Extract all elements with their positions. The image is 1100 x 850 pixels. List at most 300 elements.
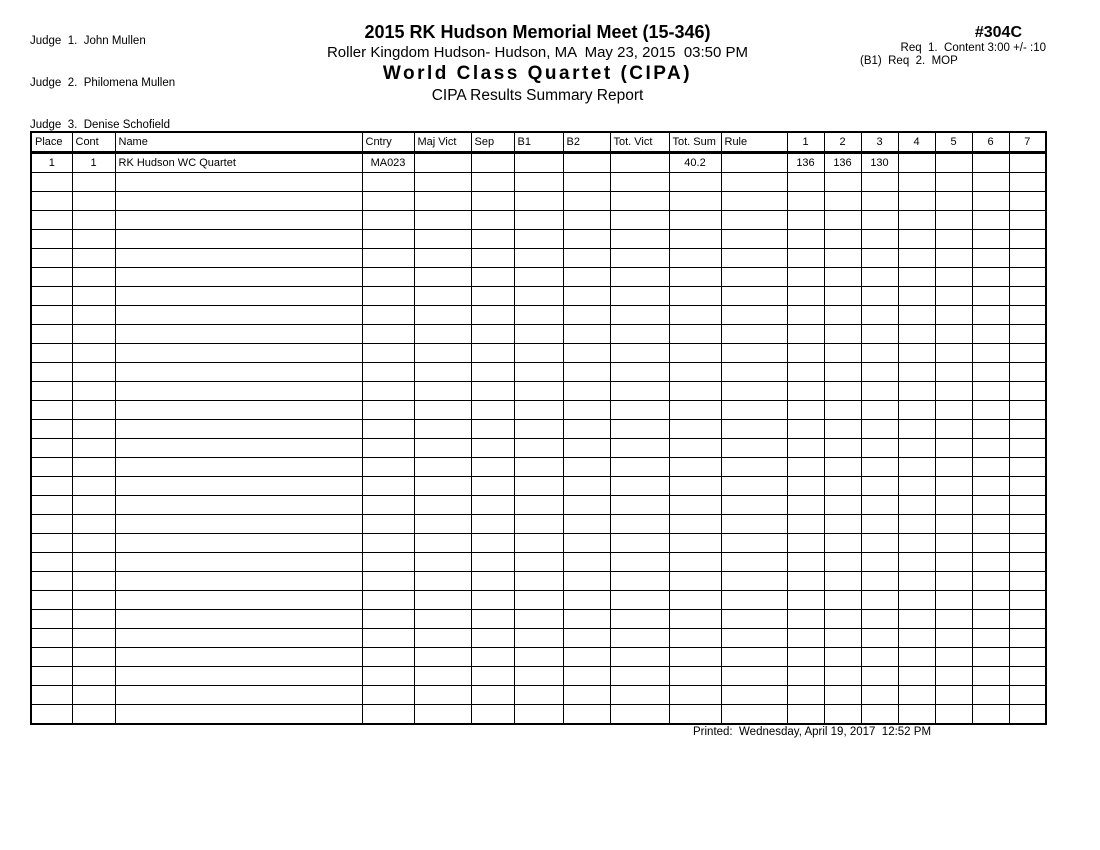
- cell-b2: [563, 534, 610, 553]
- cell-6: [972, 553, 1009, 572]
- cell-5: [935, 477, 972, 496]
- cell-maj-vict: [414, 268, 471, 287]
- cell-1: [787, 268, 824, 287]
- cell-5: [935, 382, 972, 401]
- cell-b1: [514, 648, 563, 667]
- cell-tot-sum: [669, 610, 721, 629]
- cell-tot-vict: [610, 287, 669, 306]
- cell-name: [115, 591, 362, 610]
- cell-place: [31, 249, 72, 268]
- cell-tot-vict: [610, 572, 669, 591]
- cell-name: [115, 211, 362, 230]
- cell-rule: [721, 268, 787, 287]
- cell-b1: [514, 306, 563, 325]
- cell-5: [935, 344, 972, 363]
- cell-maj-vict: [414, 439, 471, 458]
- cell-cntry: [362, 591, 414, 610]
- cell-7: [1009, 401, 1046, 420]
- cell-b1: [514, 439, 563, 458]
- cell-cont: [72, 173, 115, 192]
- cell-place: [31, 496, 72, 515]
- cell-6: [972, 686, 1009, 705]
- cell-tot-vict: [610, 610, 669, 629]
- cell-sep: [471, 363, 514, 382]
- cell-1: [787, 192, 824, 211]
- cell-rule: [721, 249, 787, 268]
- empty-row: [31, 268, 1046, 287]
- cell-sep: [471, 705, 514, 725]
- cell-3: [861, 401, 898, 420]
- cell-1: [787, 306, 824, 325]
- cell-1: [787, 211, 824, 230]
- cell-cont: [72, 686, 115, 705]
- cell-sep: [471, 230, 514, 249]
- cell-cont: [72, 534, 115, 553]
- cell-tot-vict: [610, 420, 669, 439]
- cell-sep: [471, 211, 514, 230]
- cell-2: [824, 287, 861, 306]
- cell-b1: [514, 363, 563, 382]
- cell-cont: [72, 363, 115, 382]
- cell-sep: [471, 515, 514, 534]
- cell-place: [31, 344, 72, 363]
- cell-2: [824, 173, 861, 192]
- cell-3: [861, 287, 898, 306]
- cell-cntry: [362, 306, 414, 325]
- cell-5: [935, 173, 972, 192]
- cell-name: [115, 572, 362, 591]
- cell-sep: [471, 648, 514, 667]
- cell-4: [898, 153, 935, 173]
- cell-sep: [471, 458, 514, 477]
- empty-row: [31, 439, 1046, 458]
- empty-row: [31, 344, 1046, 363]
- cell-name: [115, 610, 362, 629]
- column-header-tot-sum: Tot. Sum: [669, 132, 721, 153]
- column-header-cont: Cont: [72, 132, 115, 153]
- cell-rule: [721, 610, 787, 629]
- cell-maj-vict: [414, 363, 471, 382]
- cell-5: [935, 648, 972, 667]
- cell-7: [1009, 230, 1046, 249]
- cell-b2: [563, 629, 610, 648]
- cell-3: [861, 610, 898, 629]
- cell-name: [115, 382, 362, 401]
- cell-7: [1009, 382, 1046, 401]
- cell-6: [972, 268, 1009, 287]
- cell-name: [115, 401, 362, 420]
- cell-b2: [563, 344, 610, 363]
- cell-1: [787, 325, 824, 344]
- cell-7: [1009, 705, 1046, 725]
- empty-row: [31, 230, 1046, 249]
- cell-b1: [514, 496, 563, 515]
- cell-b2: [563, 363, 610, 382]
- cell-7: [1009, 553, 1046, 572]
- cell-maj-vict: [414, 591, 471, 610]
- venue-date-line: Roller Kingdom Hudson- Hudson, MA May 23, 2015 03:50 PM: [326, 44, 749, 61]
- cell-b1: [514, 591, 563, 610]
- cell-2: [824, 230, 861, 249]
- cell-6: [972, 572, 1009, 591]
- cell-tot-vict: [610, 515, 669, 534]
- cell-sep: [471, 629, 514, 648]
- cell-6: [972, 705, 1009, 725]
- cell-7: [1009, 458, 1046, 477]
- column-header-tot-vict: Tot. Vict: [610, 132, 669, 153]
- cell-tot-sum: [669, 363, 721, 382]
- cell-rule: [721, 667, 787, 686]
- cell-1: [787, 287, 824, 306]
- cell-sep: [471, 572, 514, 591]
- cell-1: [787, 249, 824, 268]
- cell-5: [935, 363, 972, 382]
- cell-4: [898, 230, 935, 249]
- empty-row: [31, 173, 1046, 192]
- cell-tot-sum: [669, 325, 721, 344]
- cell-tot-vict: [610, 325, 669, 344]
- cell-6: [972, 439, 1009, 458]
- cell-2: [824, 610, 861, 629]
- cell-7: [1009, 192, 1046, 211]
- cell-7: [1009, 268, 1046, 287]
- event-info-block: [860, 24, 1046, 68]
- cell-sep: [471, 153, 514, 173]
- cell-1: 136: [787, 153, 824, 173]
- cell-name: [115, 648, 362, 667]
- empty-row: [31, 363, 1046, 382]
- cell-tot-sum: [669, 439, 721, 458]
- column-header-cntry: Cntry: [362, 132, 414, 153]
- column-header-4: 4: [898, 132, 935, 153]
- cell-maj-vict: [414, 572, 471, 591]
- cell-4: [898, 363, 935, 382]
- cell-3: [861, 629, 898, 648]
- cell-2: [824, 344, 861, 363]
- cell-sep: [471, 667, 514, 686]
- cell-b2: [563, 458, 610, 477]
- cell-place: [31, 705, 72, 725]
- cell-cntry: [362, 268, 414, 287]
- cell-tot-sum: [669, 192, 721, 211]
- cell-1: [787, 230, 824, 249]
- cell-cntry: [362, 686, 414, 705]
- cell-6: [972, 249, 1009, 268]
- cell-7: [1009, 173, 1046, 192]
- cell-b2: [563, 477, 610, 496]
- cell-place: [31, 192, 72, 211]
- cell-sep: [471, 325, 514, 344]
- cell-4: [898, 534, 935, 553]
- cell-tot-sum: [669, 648, 721, 667]
- cell-cntry: [362, 420, 414, 439]
- cell-7: [1009, 686, 1046, 705]
- cell-1: [787, 667, 824, 686]
- cell-b2: [563, 705, 610, 725]
- cell-b2: [563, 686, 610, 705]
- cell-place: [31, 325, 72, 344]
- cell-6: [972, 153, 1009, 173]
- cell-1: [787, 401, 824, 420]
- cell-2: [824, 705, 861, 725]
- cell-tot-vict: [610, 363, 669, 382]
- cell-b1: [514, 477, 563, 496]
- cell-b1: [514, 173, 563, 192]
- cell-tot-sum: [669, 515, 721, 534]
- cell-maj-vict: [414, 230, 471, 249]
- cell-cont: [72, 705, 115, 725]
- cell-b2: [563, 287, 610, 306]
- cell-7: [1009, 420, 1046, 439]
- cell-b2: [563, 439, 610, 458]
- cell-cont: [72, 477, 115, 496]
- cell-4: [898, 648, 935, 667]
- cell-cntry: [362, 515, 414, 534]
- cell-tot-vict: [610, 477, 669, 496]
- cell-tot-vict: [610, 249, 669, 268]
- cell-sep: [471, 534, 514, 553]
- cell-rule: [721, 515, 787, 534]
- cell-place: [31, 439, 72, 458]
- cell-b1: [514, 325, 563, 344]
- empty-row: [31, 648, 1046, 667]
- cell-b1: [514, 610, 563, 629]
- judge-line-1: Judge 1. John Mullen: [30, 35, 146, 47]
- cell-rule: [721, 439, 787, 458]
- column-header-3: 3: [861, 132, 898, 153]
- event-number: #304C: [974, 24, 1022, 41]
- cell-rule: [721, 230, 787, 249]
- cell-cntry: [362, 439, 414, 458]
- cell-2: [824, 515, 861, 534]
- cell-5: [935, 211, 972, 230]
- cell-4: [898, 382, 935, 401]
- cell-4: [898, 325, 935, 344]
- cell-sep: [471, 591, 514, 610]
- cell-maj-vict: [414, 153, 471, 173]
- cell-2: [824, 496, 861, 515]
- cell-3: [861, 705, 898, 725]
- cell-tot-vict: [610, 534, 669, 553]
- column-header-maj-vict: Maj Vict: [414, 132, 471, 153]
- cell-6: [972, 287, 1009, 306]
- cell-6: [972, 534, 1009, 553]
- cell-5: [935, 287, 972, 306]
- cell-5: [935, 705, 972, 725]
- cell-5: [935, 610, 972, 629]
- cell-tot-vict: [610, 591, 669, 610]
- cell-maj-vict: [414, 534, 471, 553]
- cell-5: [935, 629, 972, 648]
- requirement-1: Req 1. Content 3:00 +/- :10: [900, 42, 1046, 54]
- cell-rule: [721, 534, 787, 553]
- cell-sep: [471, 268, 514, 287]
- cell-4: [898, 515, 935, 534]
- cell-6: [972, 515, 1009, 534]
- cell-tot-sum: [669, 344, 721, 363]
- cell-7: [1009, 439, 1046, 458]
- cell-tot-sum: [669, 420, 721, 439]
- cell-tot-sum: [669, 667, 721, 686]
- cell-name: [115, 363, 362, 382]
- empty-row: [31, 401, 1046, 420]
- cell-tot-vict: [610, 268, 669, 287]
- cell-sep: [471, 420, 514, 439]
- cell-4: [898, 496, 935, 515]
- cell-2: [824, 401, 861, 420]
- cell-cont: [72, 496, 115, 515]
- cell-2: [824, 363, 861, 382]
- cell-6: [972, 363, 1009, 382]
- empty-row: [31, 477, 1046, 496]
- cell-1: [787, 420, 824, 439]
- cell-4: [898, 553, 935, 572]
- cell-b1: [514, 153, 563, 173]
- cell-cntry: MA023: [362, 153, 414, 173]
- cell-6: [972, 192, 1009, 211]
- cell-cntry: [362, 553, 414, 572]
- cell-4: [898, 686, 935, 705]
- cell-tot-sum: [669, 477, 721, 496]
- cell-6: [972, 648, 1009, 667]
- cell-5: [935, 458, 972, 477]
- cell-place: [31, 515, 72, 534]
- cell-5: [935, 515, 972, 534]
- cell-tot-vict: [610, 648, 669, 667]
- cell-2: [824, 686, 861, 705]
- cell-tot-vict: [610, 344, 669, 363]
- cell-4: [898, 591, 935, 610]
- cell-3: [861, 458, 898, 477]
- cell-b2: [563, 249, 610, 268]
- cell-b2: [563, 382, 610, 401]
- cell-cntry: [362, 629, 414, 648]
- empty-row: [31, 686, 1046, 705]
- cell-b1: [514, 572, 563, 591]
- cell-b1: [514, 667, 563, 686]
- cell-sep: [471, 686, 514, 705]
- cell-tot-vict: [610, 192, 669, 211]
- cell-cntry: [362, 458, 414, 477]
- cell-4: [898, 477, 935, 496]
- cell-3: [861, 249, 898, 268]
- printed-timestamp: Printed: Wednesday, April 19, 2017 12:52 PM: [693, 726, 932, 738]
- cell-cont: [72, 591, 115, 610]
- cell-sep: [471, 306, 514, 325]
- cell-maj-vict: [414, 306, 471, 325]
- cell-place: [31, 211, 72, 230]
- cell-7: [1009, 667, 1046, 686]
- cell-sep: [471, 382, 514, 401]
- cell-sep: [471, 249, 514, 268]
- cell-1: [787, 705, 824, 725]
- judge-line-2: Judge 2. Philomena Mullen: [30, 77, 176, 89]
- cell-2: 136: [824, 153, 861, 173]
- cell-cont: [72, 420, 115, 439]
- cell-place: [31, 363, 72, 382]
- cell-name: [115, 705, 362, 725]
- cell-3: [861, 363, 898, 382]
- cell-name: [115, 515, 362, 534]
- cell-b2: [563, 572, 610, 591]
- cell-rule: [721, 363, 787, 382]
- cell-3: [861, 553, 898, 572]
- cell-rule: [721, 420, 787, 439]
- cell-tot-vict: [610, 439, 669, 458]
- cell-tot-sum: [669, 686, 721, 705]
- cell-name: [115, 249, 362, 268]
- cell-cntry: [362, 496, 414, 515]
- cell-tot-sum: [669, 553, 721, 572]
- cell-5: [935, 192, 972, 211]
- cell-7: [1009, 648, 1046, 667]
- cell-cont: [72, 192, 115, 211]
- cell-cntry: [362, 477, 414, 496]
- cell-6: [972, 173, 1009, 192]
- cell-tot-vict: [610, 153, 669, 173]
- cell-3: [861, 496, 898, 515]
- cell-6: [972, 629, 1009, 648]
- cell-maj-vict: [414, 287, 471, 306]
- cell-tot-vict: [610, 705, 669, 725]
- cell-tot-vict: [610, 382, 669, 401]
- cell-7: [1009, 211, 1046, 230]
- cell-1: [787, 648, 824, 667]
- column-header-2: 2: [824, 132, 861, 153]
- cell-name: [115, 477, 362, 496]
- cell-tot-sum: [669, 629, 721, 648]
- cell-cont: [72, 344, 115, 363]
- cell-b2: [563, 230, 610, 249]
- cell-place: [31, 477, 72, 496]
- cell-tot-vict: [610, 211, 669, 230]
- column-header-b2: B2: [563, 132, 610, 153]
- cell-rule: [721, 192, 787, 211]
- cell-tot-sum: [669, 534, 721, 553]
- cell-b1: [514, 249, 563, 268]
- cell-3: [861, 325, 898, 344]
- cell-3: [861, 173, 898, 192]
- cell-b2: [563, 496, 610, 515]
- empty-row: [31, 496, 1046, 515]
- cell-4: [898, 667, 935, 686]
- cell-maj-vict: [414, 629, 471, 648]
- cell-2: [824, 325, 861, 344]
- cell-4: [898, 458, 935, 477]
- cell-6: [972, 610, 1009, 629]
- cell-2: [824, 249, 861, 268]
- cell-cont: [72, 572, 115, 591]
- cell-tot-sum: [669, 306, 721, 325]
- cell-2: [824, 648, 861, 667]
- cell-3: [861, 211, 898, 230]
- cell-sep: [471, 439, 514, 458]
- cell-name: [115, 458, 362, 477]
- cell-1: [787, 610, 824, 629]
- cell-place: [31, 382, 72, 401]
- cell-b2: [563, 420, 610, 439]
- cell-sep: [471, 401, 514, 420]
- cell-tot-sum: [669, 211, 721, 230]
- cell-2: [824, 458, 861, 477]
- cell-3: [861, 534, 898, 553]
- cell-3: 130: [861, 153, 898, 173]
- cell-1: [787, 591, 824, 610]
- cell-rule: [721, 344, 787, 363]
- cell-b1: [514, 344, 563, 363]
- empty-row: [31, 629, 1046, 648]
- cell-6: [972, 230, 1009, 249]
